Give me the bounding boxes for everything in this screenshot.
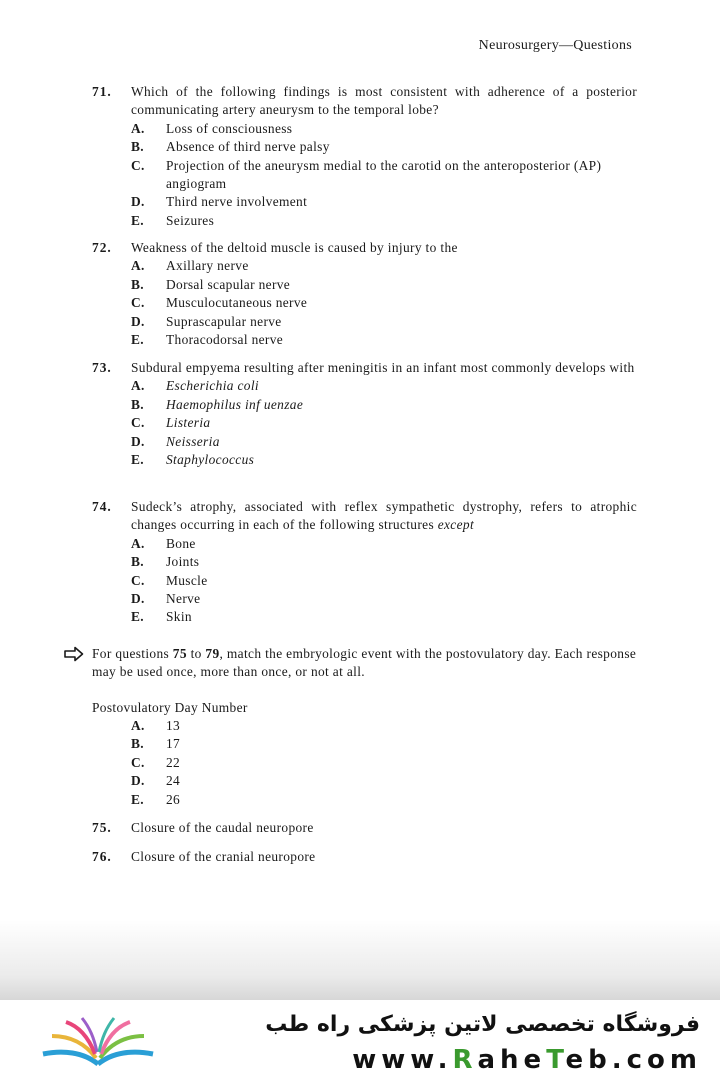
question-71 [92,83,637,230]
question-stem: Sudeck’s atrophy, associated with reflex sympathetic dystrophy, refers to atrophic changes occurring in each of the following structures except [131,499,637,533]
question-75 [92,819,637,837]
instruction-text: For questions 75 to 79, match the embryologic event with the postovulatory day. Each response may be used once, more than once, or not at all. [92,646,637,680]
question-number: 72. [92,240,112,255]
question-number: 75. [92,820,112,835]
question-74 [92,498,637,627]
question-stem: Subdural empyema resulting after meningitis in an infant most commonly develops with [131,360,635,375]
question-stem: Weakness of the deltoid muscle is caused by injury to the [131,240,458,255]
day-option-d: D. 24 [131,773,181,789]
question-number: 74. [92,499,112,514]
day-option-c: C. 22 [131,754,181,770]
day-option-a: A. 13 [131,718,181,733]
question-72 [92,239,637,349]
question-stem: Which of the following findings is most consistent with adherence of a posterior communicating artery aneurysm to the temporal lobe? [131,84,637,118]
option-list [92,377,637,469]
option-d: D. Third nerve involvement [131,194,308,210]
option-d: D. Suprascapular nerve [131,313,282,329]
option-a: A. Loss of consciousness [131,120,293,136]
option-b: B. Haemophilus inf uenzae [131,396,304,412]
option-b: B. Absence of third nerve palsy [131,139,330,155]
option-a: A. Axillary nerve [131,258,249,274]
option-e: E. Thoracodorsal nerve [131,332,284,348]
question-number: 76. [92,849,112,864]
question-76 [92,848,637,866]
stem-emphasis: except [437,517,475,533]
option-c: C. Muscle [131,572,208,588]
option-a: A. Escherichia coli [131,378,259,394]
question-number: 71. [92,84,112,99]
option-c: C. Projection of the aneurysm medial to the carotid on the anteroposterior (AP) angiogram [131,157,602,192]
question-stem: Closure of the caudal neuropore [131,820,314,835]
option-e: E. Skin [131,609,192,625]
option-c: C. Listeria [131,415,211,431]
option-b: B. Joints [131,554,200,570]
question-73 [92,359,637,469]
answer-set-label: Postovulatory Day Number [92,700,248,715]
page-bottom-shadow [0,920,720,1000]
option-e: E. Staphylococcus [131,452,255,468]
option-e: E. Seizures [131,212,215,228]
store-name: فروشگاه تخصصی لاتین پزشکی راه طب [265,1012,700,1037]
option-list [92,257,637,349]
question-stem: Closure of the cranial neuropore [131,849,316,864]
running-header: Neurosurgery—Questions [478,38,632,53]
option-a: A. Bone [131,535,196,551]
matching-instructions [64,645,639,682]
open-book-logo-icon [38,1012,158,1072]
arrow-right-icon [64,646,84,662]
option-list [92,535,637,627]
day-option-e: E. 26 [131,791,181,807]
option-d: D. Neisseria [131,433,220,449]
watermark-footer [0,1000,720,1080]
day-option-b: B. 17 [131,736,181,752]
option-d: D. Nerve [131,591,201,607]
day-option-list [92,717,392,809]
option-c: C. Musculocutaneous nerve [131,295,308,311]
question-number: 73. [92,360,112,375]
option-list [92,120,637,230]
option-b: B. Dorsal scapular nerve [131,276,291,292]
store-url: www.RaheTeb.com [352,1045,702,1075]
